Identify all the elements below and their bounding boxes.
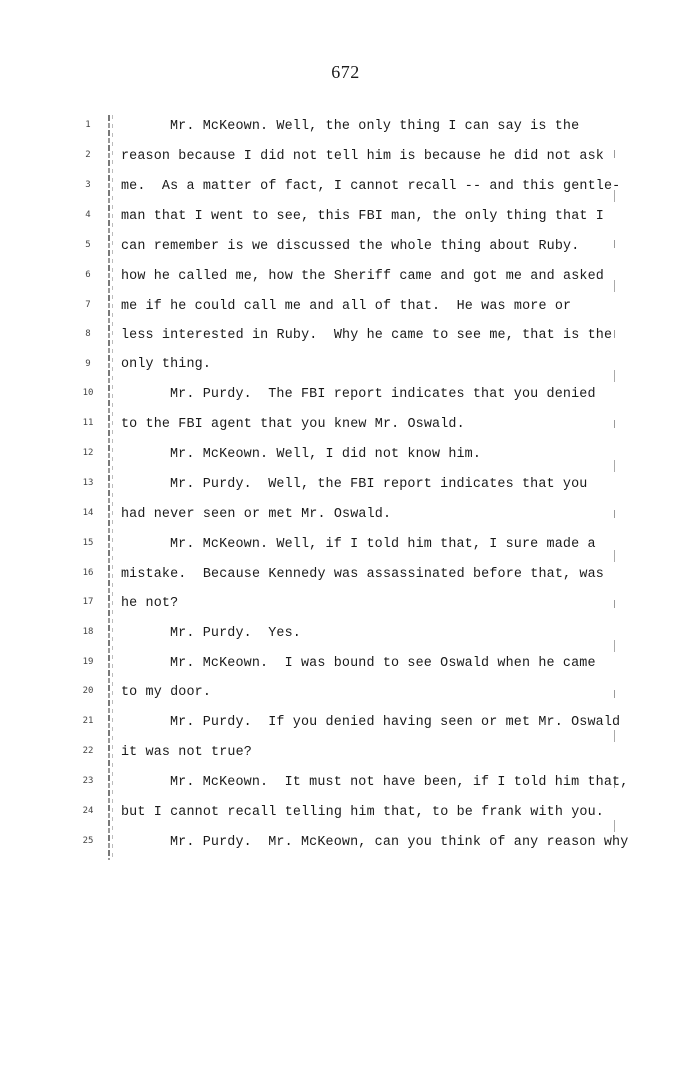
line-number: 14	[82, 508, 94, 518]
line-number: 21	[82, 716, 94, 726]
line-number: 9	[85, 359, 91, 369]
transcript-line: had never seen or met Mr. Oswald.	[121, 507, 392, 522]
transcript-line: to my door.	[121, 685, 212, 700]
line-number: 13	[82, 478, 94, 488]
line-number: 25	[82, 836, 94, 846]
transcript-line: Mr. McKeown. Well, the only thing I can say is the	[170, 119, 580, 134]
transcript-line: Mr. McKeown. Well, if I told him that, I sure made a	[170, 537, 596, 552]
line-number: 22	[82, 746, 94, 756]
line-number: 2	[85, 150, 91, 160]
transcript-line: it was not true?	[121, 745, 252, 760]
transcript-line: Mr. Purdy. Well, the FBI report indicates that you	[170, 477, 588, 492]
line-number: 16	[82, 568, 94, 578]
line-number: 1	[85, 120, 91, 130]
right-margin-rule	[614, 150, 615, 850]
line-number: 19	[82, 657, 94, 667]
transcript-line: Mr. McKeown. I was bound to see Oswald when he came	[170, 656, 596, 671]
transcript-line: but I cannot recall telling him that, to be frank with you.	[121, 805, 604, 820]
line-number: 4	[85, 210, 91, 220]
transcript-line: he not?	[121, 596, 179, 611]
transcript-line: me if he could call me and all of that. He was more or	[121, 299, 572, 314]
transcript-line: me. As a matter of fact, I cannot recall -- and this gentle-	[121, 179, 621, 194]
transcript-line: Mr. Purdy. Yes.	[170, 626, 301, 641]
transcript-line: Mr. McKeown. Well, I did not know him.	[170, 447, 482, 462]
transcript-line: man that I went to see, this FBI man, the only thing that I	[121, 209, 604, 224]
transcript-line: can remember is we discussed the whole thing about Ruby.	[121, 239, 580, 254]
line-number: 17	[82, 597, 94, 607]
transcript-line: only thing.	[121, 357, 212, 372]
transcript-line: Mr. McKeown. It must not have been, if I told him that,	[170, 775, 629, 790]
page-number: 672	[331, 62, 360, 82]
line-number: 24	[82, 806, 94, 816]
transcript-line: Mr. Purdy. The FBI report indicates that you denied	[170, 387, 596, 402]
line-number: 20	[82, 686, 94, 696]
line-number: 23	[82, 776, 94, 786]
transcript-line: Mr. Purdy. If you denied having seen or met Mr. Oswald	[170, 715, 621, 730]
transcript-line: to the FBI agent that you knew Mr. Oswald.	[121, 417, 465, 432]
line-number: 5	[85, 240, 91, 250]
line-number: 7	[85, 300, 91, 310]
line-number: 3	[85, 180, 91, 190]
line-number: 8	[85, 329, 91, 339]
line-number: 11	[82, 418, 94, 428]
line-number: 18	[82, 627, 94, 637]
left-margin-rule-inner	[112, 115, 113, 860]
transcript-line: reason because I did not tell him is because he did not ask	[121, 149, 604, 164]
line-number: 12	[82, 448, 94, 458]
transcript-line: less interested in Ruby. Why he came to see me, that is the	[121, 328, 613, 343]
transcript-line: Mr. Purdy. Mr. McKeown, can you think of any reason why	[170, 835, 629, 850]
line-number: 10	[82, 388, 94, 398]
line-number: 15	[82, 538, 94, 548]
transcript-line: mistake. Because Kennedy was assassinated before that, was	[121, 567, 604, 582]
left-margin-rule	[108, 115, 110, 860]
line-number: 6	[85, 270, 91, 280]
transcript-line: how he called me, how the Sheriff came and got me and asked	[121, 269, 604, 284]
